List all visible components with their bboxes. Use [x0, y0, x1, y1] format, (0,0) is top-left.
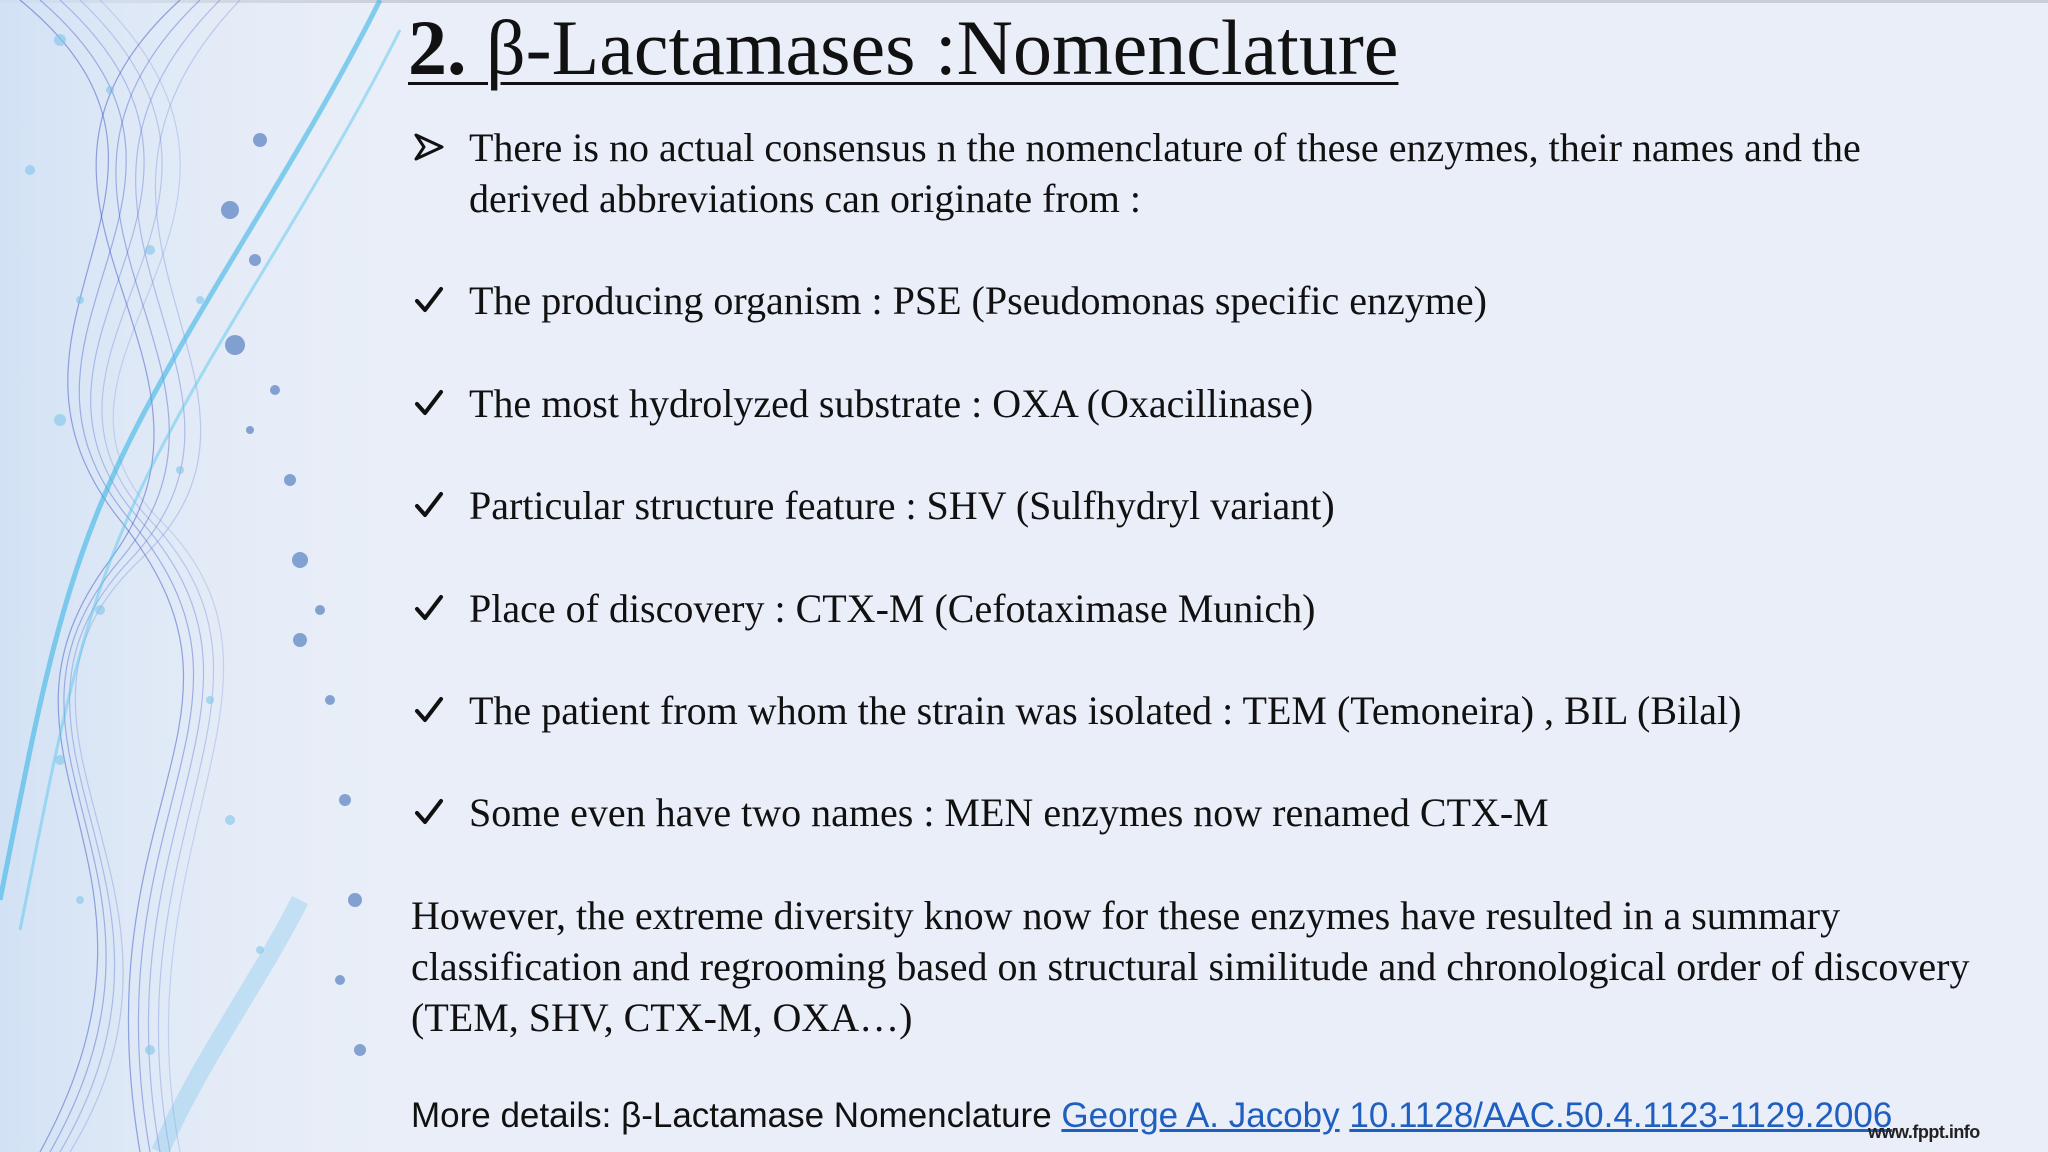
author-link[interactable]: George A. Jacoby [1061, 1096, 1340, 1135]
details-prefix: More details: β-Lactamase Nomenclature [411, 1096, 1062, 1135]
title-text: β-Lactamases :Nomenclature [466, 4, 1399, 91]
list-item-text: The most hydrolyzed substrate : OXA (Oxacillinase) [469, 381, 1314, 426]
slide-title [408, 4, 1398, 91]
details-line [411, 1096, 1892, 1136]
conclusion-paragraph: However, the extreme diversity know now for these enzymes have resulted in a summary classification and regrooming based on structural similitude and chronological order of discovery (TEM, SHV, CTX-M, OXA…) [411, 893, 1970, 1040]
list-item [410, 480, 1970, 531]
intro-bullet [410, 122, 1970, 224]
list-item [410, 787, 1970, 838]
title-number: 2. [408, 4, 467, 91]
list-item-text: Place of discovery : CTX-M (Cefotaximase Munich) [469, 586, 1316, 631]
list-item [410, 378, 1970, 429]
list-item [410, 583, 1970, 634]
list-item-text: The patient from whom the strain was isolated : TEM (Temoneira) , BIL (Bilal) [469, 688, 1742, 733]
list-item [410, 275, 1970, 326]
decorative-wave-background [0, 0, 420, 1152]
list-item-text: Particular structure feature : SHV (Sulfhydryl variant) [469, 483, 1335, 528]
doi-link[interactable]: 10.1128/AAC.50.4.1123-1129.2006 [1349, 1096, 1893, 1135]
list-item-text: Some even have two names : MEN enzymes now renamed CTX-M [469, 790, 1549, 835]
watermark: www.fppt.info [1868, 1122, 1980, 1142]
intro-text: There is no actual consensus n the nomenclature of these enzymes, their names and the derived abbreviations can originate from : [469, 125, 1861, 221]
list-item-text: The producing organism : PSE (Pseudomonas specific enzyme) [469, 278, 1487, 323]
list-item [410, 685, 1970, 736]
